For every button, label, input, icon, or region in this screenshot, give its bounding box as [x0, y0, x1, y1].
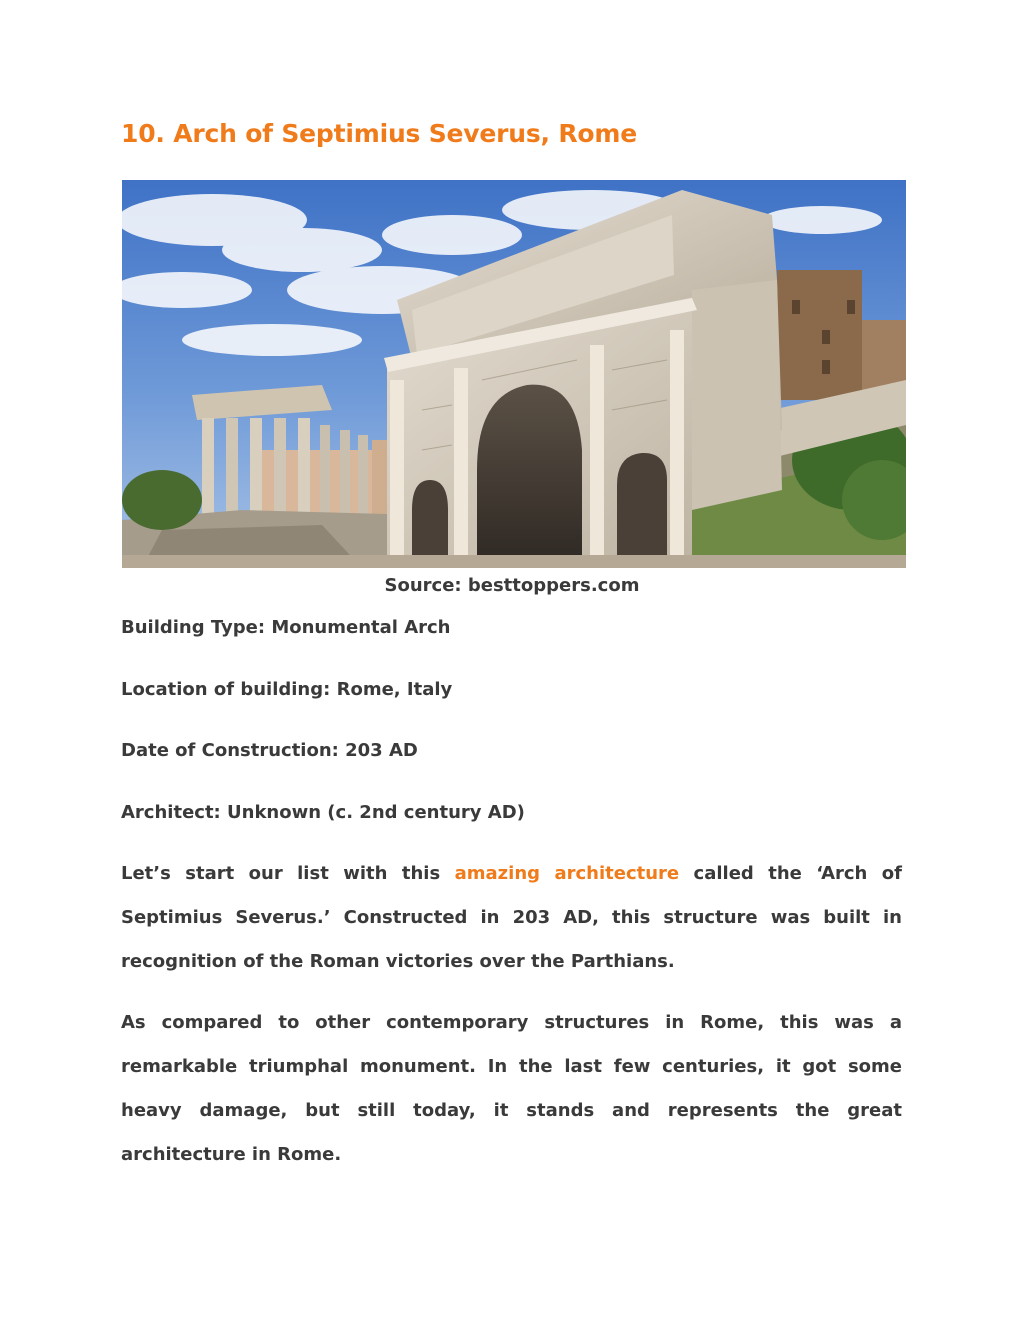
history-paragraph: As compared to other contemporary structures in Rome, this was a remarkable triumphal monument. In the last few centuries, it got some heavy damage, but still today, it stands and represents the great architecture in Rome.: [121, 1012, 902, 1165]
arch-illustration: [122, 180, 906, 568]
fact-date: Date of Construction: 203 AD: [121, 740, 418, 761]
amazing-architecture-link[interactable]: amazing architecture: [454, 863, 680, 884]
fact-architect: Architect: Unknown (c. 2nd century AD): [121, 802, 525, 823]
fact-building-type: Building Type: Monumental Arch: [121, 617, 451, 638]
article-heading: 10. Arch of Septimius Severus, Rome: [121, 119, 637, 148]
intro-text-start: Let’s start our list with this: [121, 863, 455, 884]
fact-location: Location of building: Rome, Italy: [121, 679, 453, 700]
arch-photo: [122, 180, 906, 568]
intro-paragraph: [121, 852, 902, 984]
intro-text-end: called the ‘Arch of Septimius Severus.’ Constructed in 203 AD, this structure was built in recognition of the Roman victories over the Parthians.: [121, 863, 902, 972]
image-caption: Source: besttoppers.com: [384, 575, 640, 596]
